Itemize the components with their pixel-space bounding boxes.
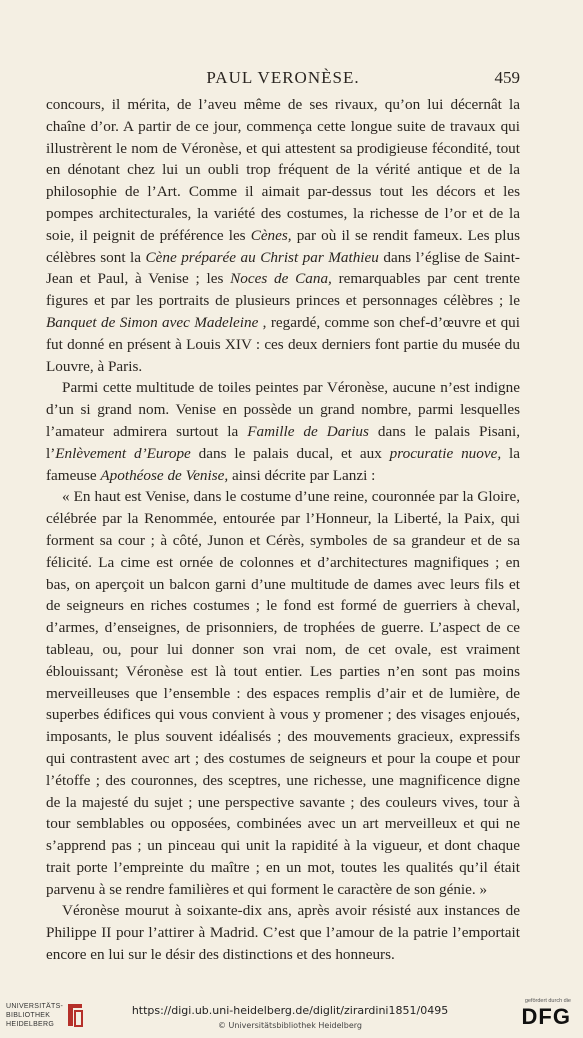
text-run: dans le palais Pisani, l’ [46,422,520,462]
dfg-logo: DFG [521,1004,571,1029]
library-emblem-icon [64,1000,86,1030]
text-run: ainsi décrite par Lanzi : [228,466,376,484]
copyright-notice: © Universitätsbibliothek Heidelberg [217,1021,362,1030]
funder-note: gefördert durch die [524,998,571,1004]
funder-logo [511,998,571,1032]
paragraph-3-quotation: « En haut est Venise, dans le costume d’une reine, couronnée par la Gloire, célébrée par la Renommée, entourée par l’Honneur, la Liberté, la Paix, qui forment sa cour ; à côté, Junon et Cérès, symboles de sa grandeur et de sa félicité. La cime est ornée de colonnes et d’architectures magnifiques ; en bas, on aperçoit un balcon garni d’une multitude de dames avec leurs fils et de seigneurs en riches costumes ; le fond est formé de guerriers à cheval, d’armes, d’enseignes, de prisonniers, de trophées de guerre. L’aspect de ce tableau, ou, pour lui donner son vrai nom, de cet ovale, est vraiment éblouissant; Véronèse est là tout entier. Les parties n’en sont pas moins merveilleuses que l’ensemble : des espaces remplis d’air et de lumière, de superbes édifices qui vous convient à vous y promener ; des visages enjoués, imposants, le plus souvent idéalisés ; des mouvements gracieux, expressifs qui contrastent avec art ; des costumes de seigneurs et pour la coupe et pour l’étoffe ; des couronnes, des sceptres, une richesse, une magnificence digne de la majesté du sujet ; une perspective savante ; des couleurs vives, tour à tour semblables ou opposées, combinées avec un art merveilleux et qui ne s’apprend pas ; un pinceau qui unit la rapidité à la vigueur, et dont chaque trait porte l’empreinte du maître ; en un mot, toutes les qualités qu’il était parvenu à se rendre familières et qui forment le caractère de son génie. » [46,488,520,898]
paragraph-2 [46,377,520,486]
italic-title: Enlèvement d’Europe [55,444,191,462]
library-name-line: BIBLIOTHEK [6,1012,51,1019]
text-run: dans l’église de Saint-Jean et Paul, à Venise ; les [46,248,520,288]
digitization-footer [0,990,583,1038]
page-header [46,66,520,90]
text-run: par où il se rendit fameux. Les plus célèbres sont la [46,226,520,266]
library-name [6,1002,66,1029]
page-number: 459 [494,68,520,87]
text-run: , regardé, comme son chef-d’œuvre et qui fut donné en présent à Louis XIV : ces deux derniers font partie du musée du Louvre, à Paris. [46,313,520,375]
italic-title: Noces de Cana, [230,270,332,288]
italic-title: Famille de Darius [247,422,369,440]
italic-title: Banquet de Simon avec Madeleine [46,313,259,331]
running-title: PAUL VERONÈSE. [206,68,360,87]
text-run: remarquables par cent trente figures et par les portraits de plusieurs princes et personnages célèbres ; le [46,270,520,310]
text-run: la fameuse [46,444,520,484]
paragraph-4: Véronèse mourut à soixante-dix ans, après avoir résisté aux instances de Philippe II pour l’attirer à Madrid. C’est que l’amour de la patrie l’emportait encore en lui sur le désir des distinctions et des honneurs. [46,902,520,964]
italic-title: Apothéose de Venise, [100,466,229,484]
permalink-url[interactable]: https://digi.ub.uni-heidelberg.de/diglit/zirardini1851/0495 [131,1004,449,1017]
paragraph-1 [46,94,520,377]
italic-title: Cènes, [250,226,292,244]
text-run: Parmi cette multitude de toiles peintes par Véronèse, aucune n’est indigne d’un si grand nom. Venise en possède un grand nombre, parmi lesquelles l’amateur admirera surtout la [46,379,520,440]
italic-title: Cène préparée au Christ par Mathieu [145,248,379,266]
library-name-line: UNIVERSITÄTS- [6,1003,64,1010]
text-run: dans le palais ducal, et aux [190,444,390,462]
text-run: concours, il mérita, de l’aveu même de ses rivaux, qu’on lui décernât la chaîne d’or. A partir de ce jour, commença cette longue suite de travaux qui illustrèrent le nom de Véronèse, et qui attestent sa prodigieuse fécondité, tout en dénotant chez lui un oubli trop fréquent de la vérité antique et de la philosophie de l’Art. Comme il aimait par-dessus tout les décors et les pompes architecturales, la variété des costumes, la richesse de l’or et de la soie, il peignit de préférence les [46,96,520,244]
library-name-line: HEIDELBERG [6,1021,55,1028]
italic-title: procuratie nuove, [389,444,502,462]
body-text [46,94,520,966]
